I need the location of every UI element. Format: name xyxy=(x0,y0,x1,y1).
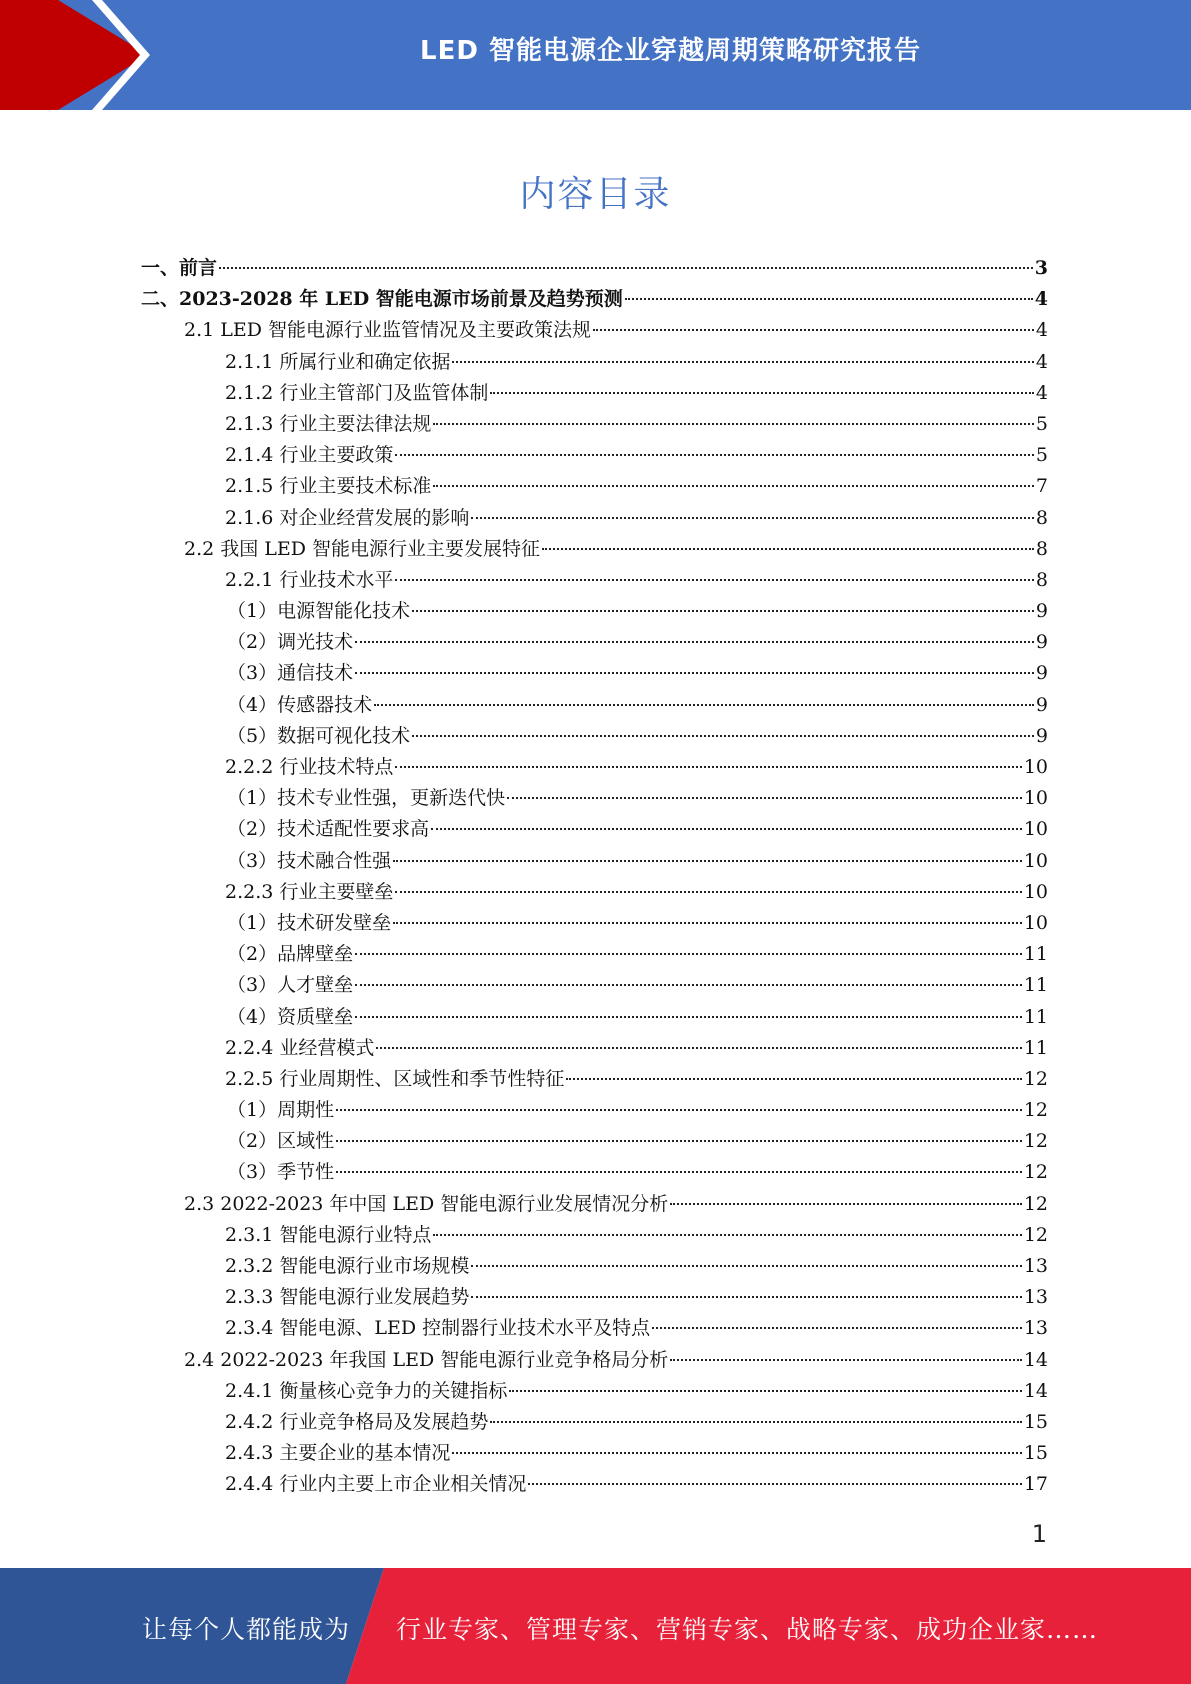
toc-entry-label: 2.4.1 衡量核心竞争力的关键指标 xyxy=(225,1379,508,1402)
toc-dot-leader xyxy=(433,423,1034,425)
toc-entry-label: 2.1 LED 智能电源行业监管情况及主要政策法规 xyxy=(184,319,592,342)
header-title: LED 智能电源企业穿越周期策略研究报告 xyxy=(420,36,921,66)
toc-dot-leader xyxy=(395,891,1021,893)
toc-entry[interactable] xyxy=(141,627,1048,658)
toc-entry-label: 2.1.3 行业主要法律法规 xyxy=(225,412,432,435)
toc-entry-label: （3）通信技术 xyxy=(227,662,354,685)
toc-entry-label: （4）传感器技术 xyxy=(227,693,373,716)
toc-dot-leader xyxy=(393,922,1022,924)
toc-entry[interactable] xyxy=(141,1157,1048,1188)
toc-dot-leader xyxy=(490,392,1034,394)
toc-entry-page: 8 xyxy=(1035,568,1048,591)
toc-entry[interactable] xyxy=(141,596,1048,627)
toc-entry[interactable] xyxy=(141,908,1048,939)
toc-entry[interactable] xyxy=(141,1220,1048,1251)
toc-entry-label: （3）季节性 xyxy=(227,1161,335,1184)
header-banner xyxy=(0,0,1191,110)
toc-entry-label: 一、前言 xyxy=(141,257,218,279)
toc-entry-page: 7 xyxy=(1035,475,1048,498)
toc-entry[interactable] xyxy=(141,1189,1048,1220)
toc-entry[interactable] xyxy=(141,1407,1048,1438)
toc-entry[interactable] xyxy=(141,1282,1048,1313)
toc-dot-leader xyxy=(433,1234,1021,1236)
toc-dot-leader xyxy=(355,953,1022,955)
toc-entry-label: 2.2.3 行业主要壁垒 xyxy=(225,880,394,903)
toc-entry-page: 11 xyxy=(1023,943,1048,966)
toc-entry-label: （1）技术专业性强，更新迭代快 xyxy=(227,787,506,810)
toc-entry-page: 14 xyxy=(1023,1348,1048,1371)
toc-entry-page: 9 xyxy=(1035,724,1048,747)
toc-entry-page: 13 xyxy=(1023,1317,1048,1340)
toc-entry[interactable] xyxy=(141,1376,1048,1407)
toc-entry-page: 11 xyxy=(1023,974,1048,997)
toc-entry[interactable] xyxy=(141,1345,1048,1376)
toc-entry-label: 2.3.4 智能电源、LED 控制器行业技术水平及特点 xyxy=(225,1317,651,1340)
toc-entry-page: 4 xyxy=(1035,319,1048,342)
toc-dot-leader xyxy=(355,1016,1022,1018)
toc-entry-page: 12 xyxy=(1023,1192,1048,1215)
toc-dot-leader xyxy=(471,1265,1021,1267)
toc-dot-leader xyxy=(528,1483,1021,1485)
toc-dot-leader xyxy=(395,454,1034,456)
toc-entry-label: （2）品牌壁垒 xyxy=(227,943,354,966)
toc-dot-leader xyxy=(336,1171,1022,1173)
toc-entry-label: 二、2023-2028 年 LED 智能电源市场前景及趋势预测 xyxy=(141,288,623,311)
toc-entry-page: 12 xyxy=(1023,1067,1048,1090)
toc-entry-label: 2.3.1 智能电源行业特点 xyxy=(225,1223,432,1246)
toc-entry[interactable] xyxy=(141,1251,1048,1282)
toc-dot-leader xyxy=(355,984,1022,986)
toc-entry-page: 4 xyxy=(1035,381,1048,404)
toc-entry-page: 12 xyxy=(1023,1130,1048,1153)
toc-entry-page: 11 xyxy=(1023,1036,1048,1059)
toc-entry[interactable] xyxy=(141,409,1048,440)
toc-entry[interactable] xyxy=(141,503,1048,534)
toc-entry-label: （5）数据可视化技术 xyxy=(227,724,411,747)
toc-dot-leader xyxy=(509,1390,1021,1392)
toc-entry-label: （2）技术适配性要求高 xyxy=(227,818,430,841)
toc-entry[interactable] xyxy=(141,846,1048,877)
footer-slogan-right: 行业专家、管理专家、营销专家、战略专家、成功企业家…… xyxy=(396,1615,1099,1644)
toc-entry-label: （1）技术研发壁垒 xyxy=(227,911,392,934)
toc-entry-page: 8 xyxy=(1035,506,1048,529)
toc-entry-label: 2.1.6 对企业经营发展的影响 xyxy=(225,506,470,529)
toc-entry[interactable] xyxy=(141,877,1048,908)
toc-entry-page: 12 xyxy=(1023,1099,1048,1122)
toc-dot-leader xyxy=(625,298,1033,300)
toc-entry-label: （3）技术融合性强 xyxy=(227,849,392,872)
toc-entry-label: （2）区域性 xyxy=(227,1130,335,1153)
footer-slogan-left: 让每个人都能成为 xyxy=(142,1615,351,1644)
toc-entry[interactable] xyxy=(141,690,1048,721)
toc-entry-page: 8 xyxy=(1035,537,1048,560)
toc-entry-page: 5 xyxy=(1035,412,1048,435)
toc-dot-leader xyxy=(395,766,1021,768)
footer-banner xyxy=(0,1568,1191,1684)
toc-entry-page: 14 xyxy=(1023,1379,1048,1402)
toc-entry[interactable] xyxy=(141,534,1048,565)
toc-dot-leader xyxy=(219,267,1033,269)
toc-entry[interactable] xyxy=(141,658,1048,689)
toc-entry[interactable] xyxy=(141,1313,1048,1344)
toc-dot-leader xyxy=(336,1109,1022,1111)
toc-entry-label: 2.2.4 业经营模式 xyxy=(225,1036,375,1059)
toc-dot-leader xyxy=(670,1359,1022,1361)
toc-dot-leader xyxy=(355,641,1034,643)
toc-entry-page: 11 xyxy=(1023,1005,1048,1028)
toc-entry[interactable] xyxy=(141,939,1048,970)
toc-entry-page: 9 xyxy=(1035,693,1048,716)
toc-dot-leader xyxy=(336,1140,1022,1142)
toc-entry[interactable] xyxy=(141,440,1048,471)
toc-dot-leader xyxy=(542,548,1034,550)
toc-entry-page: 9 xyxy=(1035,662,1048,685)
toc-entry-label: 2.2.5 行业周期性、区域性和季节性特征 xyxy=(225,1067,565,1090)
toc-dot-leader xyxy=(593,329,1034,331)
toc-entry-label: 2.1.5 行业主要技术标准 xyxy=(225,475,432,498)
page-number: 1 xyxy=(1031,1520,1047,1548)
toc-entry-page: 13 xyxy=(1023,1255,1048,1277)
toc-dot-leader xyxy=(452,361,1034,363)
toc-dot-leader xyxy=(433,485,1034,487)
toc-entry-page: 10 xyxy=(1023,787,1048,810)
toc-entry-label: 2.1.4 行业主要政策 xyxy=(225,444,394,467)
toc-entry-page: 9 xyxy=(1035,631,1048,654)
toc-dot-leader xyxy=(376,1047,1021,1049)
toc-heading: 内容目录 xyxy=(519,174,672,215)
toc-entry-page: 13 xyxy=(1023,1286,1048,1309)
toc-entry-page: 10 xyxy=(1023,911,1048,934)
toc-entry[interactable] xyxy=(141,284,1048,315)
toc-dot-leader xyxy=(452,1452,1021,1454)
toc-entry-page: 15 xyxy=(1023,1410,1048,1433)
toc-entry[interactable] xyxy=(141,970,1048,1001)
toc-entry[interactable] xyxy=(141,378,1048,409)
table-of-contents xyxy=(141,253,1048,1501)
toc-entry-page: 10 xyxy=(1023,756,1048,778)
toc-dot-leader xyxy=(670,1203,1022,1205)
toc-entry-label: 2.2.1 行业技术水平 xyxy=(225,568,394,591)
toc-entry-page: 9 xyxy=(1035,600,1048,623)
toc-entry[interactable] xyxy=(141,1064,1048,1095)
toc-entry-label: 2.4 2022-2023 年我国 LED 智能电源行业竞争格局分析 xyxy=(184,1348,669,1371)
toc-entry-label: （2）调光技术 xyxy=(227,631,354,654)
toc-entry-label: 2.4.3 主要企业的基本情况 xyxy=(225,1442,451,1465)
toc-entry-page: 10 xyxy=(1023,849,1048,872)
toc-dot-leader xyxy=(412,735,1034,737)
toc-entry-label: （1）电源智能化技术 xyxy=(227,600,411,623)
toc-dot-leader xyxy=(652,1327,1022,1329)
toc-entry-label: （1）周期性 xyxy=(227,1099,335,1122)
toc-entry[interactable] xyxy=(141,471,1048,502)
toc-dot-leader xyxy=(412,610,1034,612)
toc-dot-leader xyxy=(471,1296,1021,1298)
toc-entry-label: （3）人才壁垒 xyxy=(227,974,354,997)
toc-entry-label: 2.2 我国 LED 智能电源行业主要发展特征 xyxy=(184,537,541,560)
toc-dot-leader xyxy=(393,860,1022,862)
toc-entry-page: 5 xyxy=(1035,444,1048,467)
toc-dot-leader xyxy=(507,797,1022,799)
toc-entry[interactable] xyxy=(141,1126,1048,1157)
toc-entry-page: 15 xyxy=(1023,1442,1048,1465)
toc-entry-page: 3 xyxy=(1034,257,1048,279)
toc-dot-leader xyxy=(395,579,1034,581)
toc-entry[interactable] xyxy=(141,253,1048,284)
toc-dot-leader xyxy=(471,517,1034,519)
toc-dot-leader xyxy=(566,1078,1021,1080)
toc-entry[interactable] xyxy=(141,315,1048,346)
toc-entry[interactable] xyxy=(141,752,1048,783)
toc-dot-leader xyxy=(374,704,1034,706)
toc-entry[interactable] xyxy=(141,565,1048,596)
toc-entry[interactable] xyxy=(141,1033,1048,1064)
toc-entry-label: （4）资质壁垒 xyxy=(227,1005,354,1028)
toc-entry[interactable] xyxy=(141,1438,1048,1469)
toc-entry[interactable] xyxy=(141,1469,1048,1500)
toc-entry-page: 10 xyxy=(1023,818,1048,841)
toc-entry[interactable] xyxy=(141,721,1048,752)
toc-entry[interactable] xyxy=(141,1002,1048,1033)
toc-entry-label: 2.3 2022-2023 年中国 LED 智能电源行业发展情况分析 xyxy=(184,1192,669,1215)
toc-entry-label: 2.1.1 所属行业和确定依据 xyxy=(225,350,451,373)
toc-entry-label: 2.1.2 行业主管部门及监管体制 xyxy=(225,381,489,404)
toc-entry-label: 2.3.3 智能电源行业发展趋势 xyxy=(225,1286,470,1309)
toc-entry-page: 17 xyxy=(1023,1473,1048,1496)
toc-entry-page: 4 xyxy=(1035,350,1048,373)
toc-entry-label: 2.3.2 智能电源行业市场规模 xyxy=(225,1255,470,1277)
toc-entry-page: 4 xyxy=(1034,288,1048,311)
toc-entry-label: 2.4.4 行业内主要上市企业相关情况 xyxy=(225,1473,527,1496)
toc-entry[interactable] xyxy=(141,814,1048,845)
toc-dot-leader xyxy=(431,828,1022,830)
toc-dot-leader xyxy=(355,672,1034,674)
toc-entry[interactable] xyxy=(141,1095,1048,1126)
toc-entry-page: 12 xyxy=(1023,1161,1048,1184)
toc-entry-page: 12 xyxy=(1023,1223,1048,1246)
toc-entry[interactable] xyxy=(141,783,1048,814)
toc-entry[interactable] xyxy=(141,347,1048,378)
toc-entry-page: 10 xyxy=(1023,880,1048,903)
toc-entry-label: 2.4.2 行业竞争格局及发展趋势 xyxy=(225,1410,489,1433)
toc-entry-label: 2.2.2 行业技术特点 xyxy=(225,756,394,778)
toc-dot-leader xyxy=(490,1421,1021,1423)
